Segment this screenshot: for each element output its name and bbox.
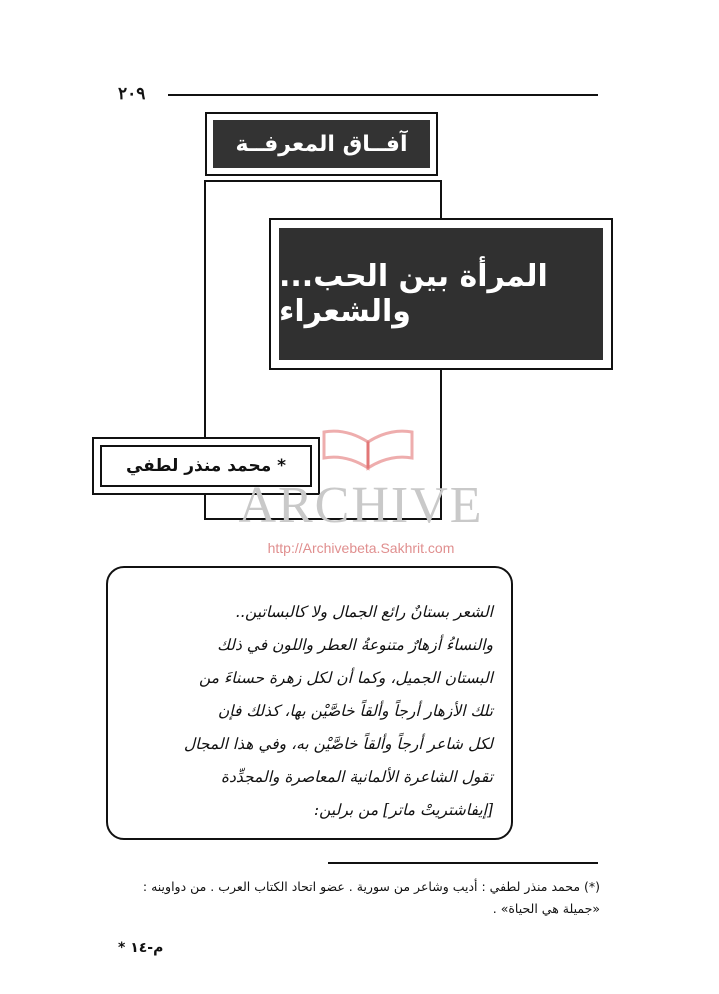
header-rule — [168, 94, 598, 96]
series-title: آفــاق المعرفــة — [213, 120, 430, 168]
signature-mark: * م-١٤ — [118, 940, 164, 956]
watermark-brand: ARCHIVE — [238, 477, 484, 534]
series-banner — [205, 112, 438, 176]
footnote — [96, 876, 600, 920]
footnote-line: «جميلة هي الحياة» . — [492, 901, 600, 916]
quote-box — [106, 566, 513, 840]
article-title-box — [269, 218, 613, 370]
quote-text — [128, 596, 493, 827]
footnote-line: (*) محمد منذر لطفي : أديب وشاعر من سورية . عضو اتحاد الكتاب العرب . من دواوينه : — [142, 879, 600, 894]
author-name: محمد منذر لطفي * — [100, 445, 312, 487]
article-title: المرأة بين الحب... والشعراء — [279, 228, 603, 360]
quote-line: والنساءُ أزهارٌ متنوعةُ العطر واللون في ذلك — [217, 636, 493, 654]
quote-line: البستان الجميل، وكما أن لكل زهرة حسناءَ من — [198, 669, 493, 687]
page-number: ٢٠٩ — [118, 84, 146, 104]
quote-line: تقول الشاعرة الألمانية المعاصرة والمجدِّدة — [220, 768, 493, 786]
quote-line: الشعر بستانٌ رائع الجمال ولا كالبساتين.. — [235, 603, 493, 621]
quote-line: لكل شاعر أرجاً وألقاً خاصَّيْن به، وفي هذا المجال — [183, 735, 493, 753]
watermark-url: http://Archivebeta.Sakhrit.com — [267, 540, 455, 556]
archive-logo-icon — [312, 424, 424, 480]
quote-line: تلك الأزهار أرجاً وألقاً خاصَّيْن بها، كذلك فإن — [217, 702, 493, 720]
footnote-rule — [328, 862, 598, 864]
quote-line: [إيفاشتريتْ ماتر] من برلين: — [313, 801, 493, 819]
